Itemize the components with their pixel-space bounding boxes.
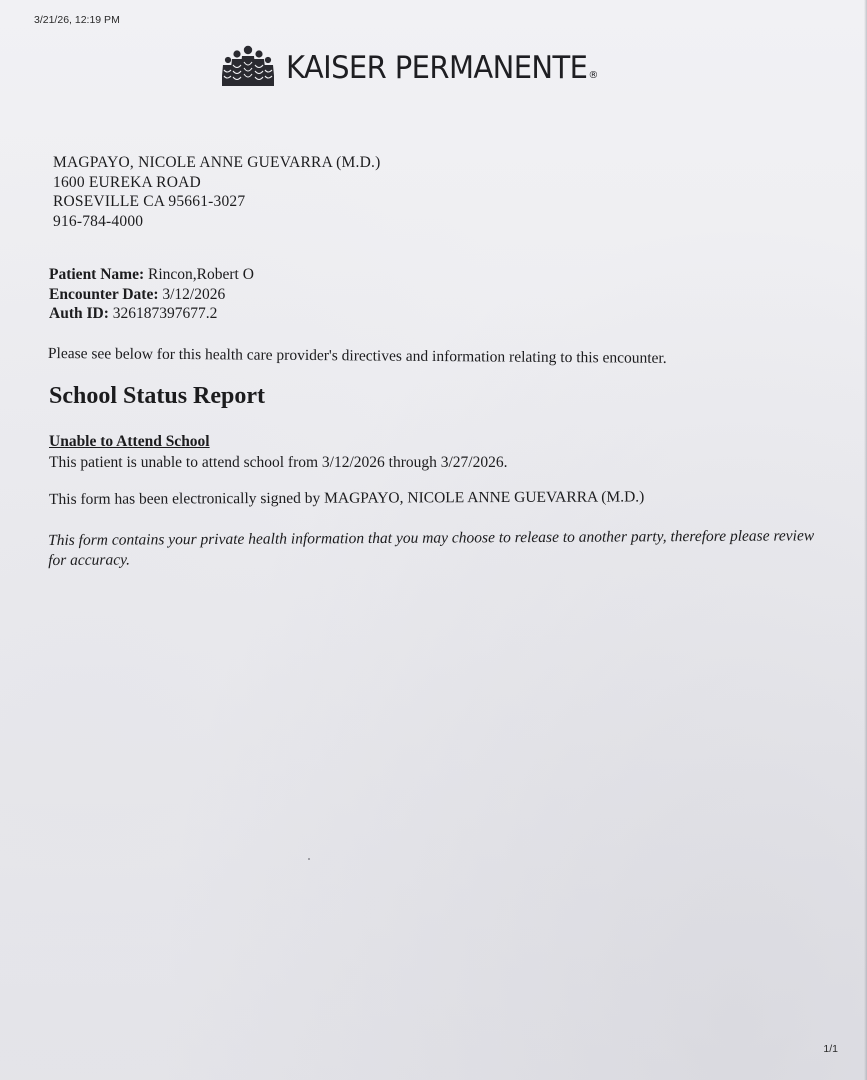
print-timestamp: 3/21/26, 12:19 PM	[34, 14, 120, 26]
encounter-date-row	[49, 285, 254, 305]
page-number: 1/1	[823, 1043, 838, 1055]
patient-name-value: Rincon,Robert O	[148, 266, 254, 283]
patient-info-block	[49, 265, 254, 324]
intro-text: Please see below for this health care provider's directives and information relating to this encounter.	[47, 345, 667, 367]
patient-name-label: Patient Name:	[49, 266, 145, 283]
provider-name: MAGPAYO, NICOLE ANNE GUEVARRA (M.D.)	[53, 154, 381, 171]
kaiser-logo	[222, 42, 598, 92]
auth-id-row	[49, 304, 254, 324]
provider-phone: 916-784-4000	[53, 212, 144, 230]
provider-city-state-zip: ROSEVILLE CA 95661-3027	[53, 193, 246, 211]
report-title: School Status Report	[49, 383, 266, 409]
privacy-notice: This form contains your private health information that you may choose to release to another party, therefore please review for accuracy.	[48, 527, 815, 569]
auth-id-label: Auth ID:	[49, 305, 109, 323]
encounter-date-label: Encounter Date:	[49, 285, 159, 303]
kaiser-people-icon	[222, 44, 274, 90]
electronic-signature-text: This form has been electronically signed by MAGPAYO, NICOLE ANNE GUEVARRA (M.D.)	[49, 488, 645, 508]
status-text: This patient is unable to attend school from 3/12/2026 through 3/27/2026.	[49, 454, 508, 471]
auth-id-value: 326187397677.2	[112, 305, 218, 323]
encounter-date-value: 3/12/2026	[162, 285, 226, 303]
status-heading: Unable to Attend School	[49, 433, 210, 450]
provider-street: 1600 EUREKA ROAD	[53, 173, 201, 191]
patient-name-row	[49, 265, 254, 285]
registered-mark: ®	[588, 69, 599, 81]
kaiser-logo-text: KAISER PERMANENTE	[286, 48, 588, 86]
provider-address-block	[53, 153, 380, 231]
paper-speck	[308, 858, 310, 860]
